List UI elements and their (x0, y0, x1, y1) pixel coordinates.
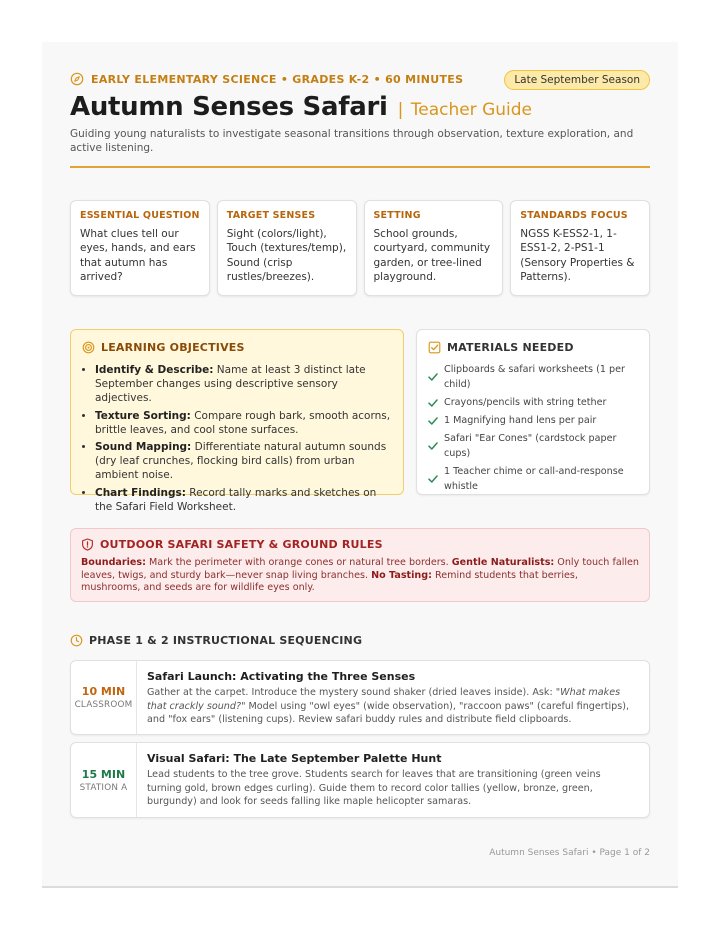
page-title: Autumn Senses Safari (70, 92, 388, 122)
compass-icon (70, 72, 84, 86)
rule-text: Mark the perimeter with orange cones or natural tree borders. (145, 557, 452, 568)
card-title: SETTING (373, 210, 421, 221)
overview-cards (70, 200, 650, 296)
step-description: Lead students to the tree grove. Students search for leaves that are transitioning (green veins turning gold, brown edges curling). Guide them to record color tallies (yellow, bronze, green, burgundy) and look for seeds falling like maple helicopter samaras. (147, 769, 601, 807)
page-footer: Autumn Senses Safari • Page 1 of 2 (489, 848, 650, 858)
list-item (95, 440, 392, 483)
season-badge: Late September Season (504, 70, 650, 90)
rule-text: Remind students that berries, mushrooms, and seeds are for wildlife eyes only. (81, 569, 578, 594)
objectives-list (82, 363, 392, 514)
material-text: Clipboards & safari worksheets (1 per child) (444, 364, 625, 390)
step-duration (71, 743, 137, 817)
list-item (428, 431, 638, 461)
rule-lead: No Tasting: (371, 569, 432, 581)
objective-lead: Chart Findings: (95, 486, 186, 499)
card-text: School grounds, courtyard, community garden, or tree-lined playground. (373, 228, 491, 283)
card-target-senses (217, 200, 357, 296)
card-text: What clues tell our eyes, hands, and ears that autumn has arrived? (80, 228, 196, 283)
phase-step-1 (70, 660, 650, 735)
material-text: 1 Teacher chime or call-and-response whistle (444, 466, 624, 492)
safety-panel (70, 528, 650, 602)
list-item (95, 486, 392, 514)
objective-text: Name at least 3 distinct late September changes using descriptive sensory adjectives. (95, 364, 366, 405)
material-text: Crayons/pencils with string tether (444, 397, 607, 408)
card-title: ESSENTIAL QUESTION (80, 210, 200, 221)
rule-lead: Gentle Naturalists: (451, 557, 555, 568)
objective-lead: Sound Mapping: (95, 441, 192, 454)
target-icon (82, 341, 95, 354)
document-page (42, 42, 678, 888)
card-title: TARGET SENSES (226, 210, 316, 221)
material-text: Safari "Ear Cones" (cardstock paper cups) (444, 433, 617, 459)
step-text: Gather at the carpet. Introduce the mystery sound shaker (dried leaves inside). Ask: (147, 687, 556, 698)
step-title: Safari Launch: Activating the Three Senses (147, 670, 416, 683)
card-text: Sight (colors/light), Touch (textures/temp), Sound (crisp rustles/breezes). (226, 228, 347, 283)
clock-icon (70, 634, 83, 647)
header-divider (70, 166, 650, 168)
objective-text: Compare rough bark, smooth acorns, brittle leaves, and cool stone surfaces. (95, 409, 391, 436)
card-text: NGSS K-ESS2-1, 1-ESS1-2, 2-PS1-1 (Sensory Properties & Patterns). (520, 228, 635, 283)
step-title: Visual Safari: The Late September Palette Hunt (147, 752, 442, 765)
page-lede: Guiding young naturalists to investigate seasonal transitions through observation, texture exploration, and active listening. (70, 128, 634, 154)
page-subtitle: | Teacher Guide (397, 100, 533, 120)
list-item (95, 363, 392, 406)
list-item (428, 395, 638, 410)
objectives-heading: LEARNING OBJECTIVES (101, 341, 245, 354)
safety-text (81, 557, 639, 595)
list-item (428, 362, 638, 392)
step-minutes: 15 MIN (81, 767, 126, 781)
step-quote: "What makes that crackly sound?" (147, 687, 621, 712)
step-location: STATION A (79, 782, 128, 793)
materials-list (428, 362, 638, 494)
check-icon (428, 372, 438, 382)
material-text: 1 Magnifying hand lens per pair (444, 415, 597, 426)
list-item (428, 464, 638, 494)
rule-lead: Boundaries: (81, 557, 146, 568)
list-item (428, 413, 638, 428)
step-duration (71, 661, 137, 734)
check-icon (428, 474, 438, 484)
step-text: Model using "owl eyes" (wide observation), "raccoon paws" (careful fingertips), and "fox ears" (listening cups). Review safari buddy rules and distribute field clipboards. (147, 700, 630, 725)
checkbox-icon (428, 341, 441, 354)
objective-lead: Identify & Describe: (95, 364, 214, 376)
phase-step-2 (70, 742, 650, 818)
check-icon (428, 398, 438, 408)
objective-lead: Texture Sorting: (95, 409, 191, 422)
list-item (95, 409, 392, 437)
objective-text: Differentiate natural autumn sounds (dry leaf crunches, flocking bird calls) from urban ambient noise. (95, 441, 387, 482)
card-essential-question (70, 200, 210, 296)
card-standards-focus (510, 200, 650, 296)
objective-text: Record tally marks and sketches on the Safari Field Worksheet. (95, 486, 377, 513)
learning-objectives-panel (70, 329, 404, 513)
shield-alert-icon (81, 538, 94, 551)
subtitle-text: Teacher Guide (410, 100, 533, 120)
phase-heading-row (70, 634, 362, 647)
safety-heading: OUTDOOR SAFARI SAFETY & GROUND RULES (100, 538, 383, 551)
materials-panel (416, 329, 650, 495)
step-minutes: 10 MIN (81, 685, 126, 698)
step-description (147, 686, 637, 727)
rule-text: Only touch fallen leaves, twigs, and sturdy bark—never snap living branches. (81, 557, 640, 581)
materials-heading: MATERIALS NEEDED (447, 341, 574, 354)
check-icon (428, 416, 438, 426)
card-title: STANDARDS FOCUS (520, 210, 628, 221)
check-icon (428, 441, 438, 451)
course-meta (70, 72, 463, 86)
step-location: CLASSROOM (74, 700, 133, 710)
phase-heading: PHASE 1 & 2 INSTRUCTIONAL SEQUENCING (89, 634, 363, 647)
card-setting (364, 200, 504, 296)
eyebrow-text: EARLY ELEMENTARY SCIENCE • GRADES K-2 • 60 MINUTES (91, 72, 464, 86)
